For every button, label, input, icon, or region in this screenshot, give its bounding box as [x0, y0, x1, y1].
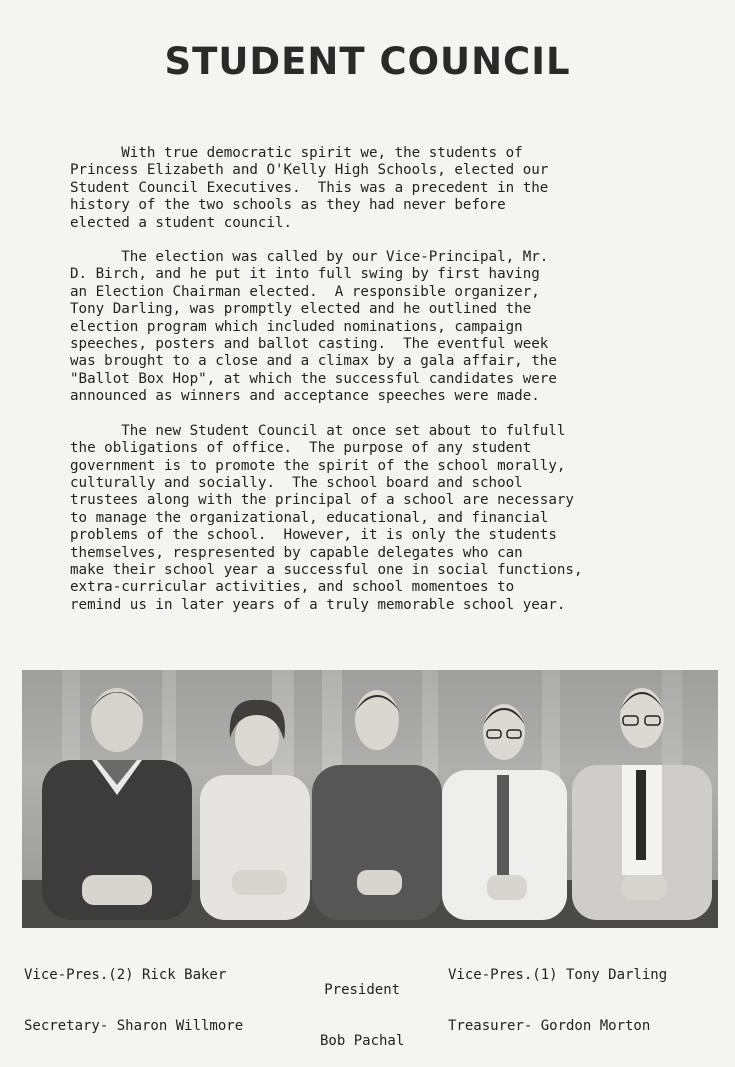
page-title: STUDENT COUNCIL [164, 40, 571, 83]
paragraph-1: With true democratic spirit we, the students of Princess Elizabeth and O'Kelly High Schools, elected our Student Council Executives. This was a precedent in the history of the two schools as they had never before elected a student council. [70, 145, 549, 231]
paragraph-2: The election was called by our Vice-Principal, Mr. D. Birch, and he put it into full swing by first having an Election Chairman elected. A responsible organizer, Tony Darling, was promptly elected and he outlined the election program which included nominations, campaign speeches, posters and ballot casting. The eventful week was brought to a close and a climax by a gala affair, the "Ballot Box Hop", at which the successful candidates were announced as winners and acceptance speeches were made. [70, 249, 557, 405]
caption-right [448, 933, 667, 1052]
paragraph-3: The new Student Council at once set about to fulfull the obligations of office. The purpose of any student government is to promote the spirit of the school morally, culturally and socially. The school board and school trustees along with the principal of a school are necessary to manage the organizational, educational, and financial problems of the school. However, it is only the students themselves, respresented by capable delegates who can make their school year a successful one in social functions, extra-curricular activities, and school momentoes to remind us in later years of a truly memorable school year. [70, 422, 583, 613]
caption-president-title: President [324, 982, 401, 998]
caption-vice-pres-1: Vice-Pres.(1) Tony Darling [448, 967, 668, 983]
caption-left [24, 933, 243, 1052]
caption-treasurer: Treasurer- Gordon Morton [448, 1018, 651, 1034]
caption-vice-pres-2: Vice-Pres.(2) Rick Baker [24, 967, 227, 983]
group-photo [22, 670, 718, 928]
caption-president-name: Bob Pachal [320, 1033, 405, 1049]
caption-secretary: Secretary- Sharon Willmore [24, 1018, 244, 1034]
group-photo-illustration [22, 670, 718, 928]
caption-center [320, 948, 404, 1067]
article-body [70, 145, 690, 631]
